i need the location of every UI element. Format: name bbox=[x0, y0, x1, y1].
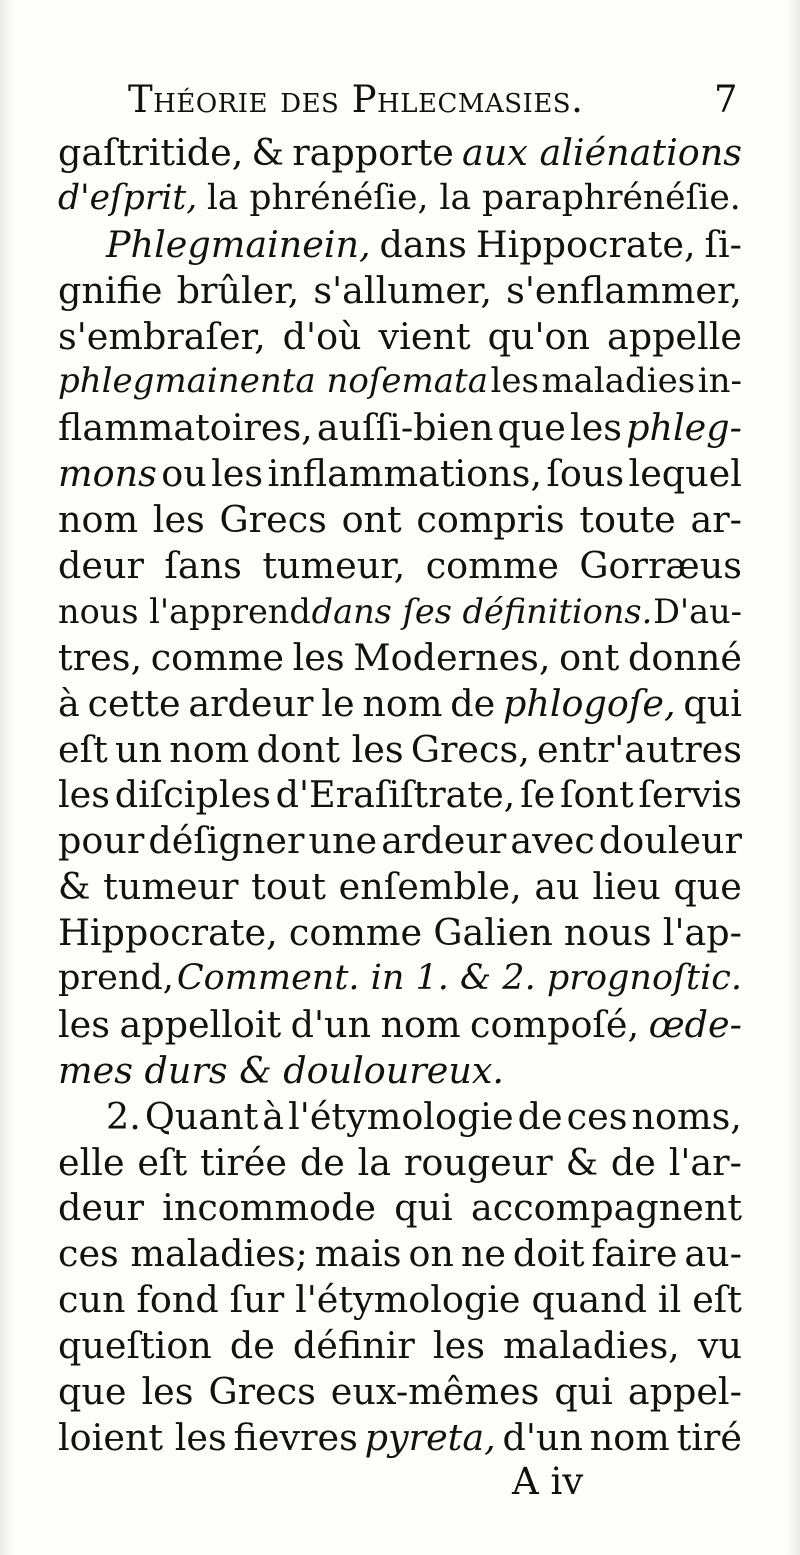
text-segment: de bbox=[517, 1094, 563, 1138]
text-segment: les bbox=[141, 1370, 194, 1414]
text-segment: les bbox=[211, 452, 264, 496]
page-edge-shadow bbox=[0, 0, 14, 1555]
text-line bbox=[58, 497, 742, 543]
italic-text: mes durs & douloureux. bbox=[58, 1048, 505, 1092]
text-segment: le bbox=[321, 681, 355, 725]
text-line bbox=[58, 635, 742, 681]
text-segment: nom bbox=[362, 681, 443, 725]
text-segment: faire bbox=[591, 1232, 678, 1276]
text-segment: ou bbox=[161, 452, 207, 496]
text-line bbox=[58, 359, 742, 405]
text-segment: nom bbox=[589, 1415, 670, 1459]
text-segment: les bbox=[58, 773, 111, 817]
page-edge-shadow bbox=[786, 0, 800, 1555]
text-segment: D'au- bbox=[653, 591, 742, 631]
text-line bbox=[58, 956, 742, 1002]
text-segment: 2. bbox=[106, 1094, 141, 1138]
text-segment: s'allumer, bbox=[313, 268, 493, 312]
text-line bbox=[58, 1369, 742, 1415]
text-segment: l'étymologie bbox=[288, 1094, 514, 1138]
text-segment: tres, bbox=[58, 635, 143, 679]
italic-text: œde- bbox=[648, 1002, 742, 1046]
text-segment: s'embraſer, bbox=[58, 314, 266, 358]
text-segment: fond bbox=[136, 1278, 219, 1322]
text-segment: compoſé, bbox=[470, 1002, 640, 1046]
text-segment: comme bbox=[288, 911, 423, 955]
text-segment: Grecs bbox=[219, 498, 327, 542]
text-segment: on bbox=[408, 1232, 454, 1276]
text-segment: Gorræus bbox=[579, 544, 742, 588]
text-segment: lequel bbox=[628, 452, 742, 496]
text-line bbox=[58, 589, 742, 635]
text-segment: les bbox=[152, 498, 205, 542]
text-segment: diſciples bbox=[114, 773, 271, 817]
text-segment: tirée bbox=[200, 1140, 287, 1184]
text-segment: donné bbox=[627, 635, 742, 679]
text-segment: incommode bbox=[162, 1186, 376, 1230]
text-segment: définir bbox=[292, 1324, 415, 1368]
text-segment: s'enflammer, bbox=[506, 268, 742, 312]
text-segment: comme bbox=[150, 635, 284, 679]
running-head-title: Théorie des Phlecmasies. bbox=[128, 78, 584, 121]
text-segment: les bbox=[292, 635, 345, 679]
page-number: 7 bbox=[713, 78, 738, 121]
text-segment: l'ap- bbox=[662, 911, 742, 955]
text-segment: à bbox=[58, 681, 80, 725]
text-line bbox=[58, 176, 742, 222]
text-segment: & bbox=[251, 131, 285, 174]
running-head bbox=[128, 78, 738, 130]
text-segment: auſſi-bien bbox=[316, 406, 494, 450]
text-segment: l'ar- bbox=[668, 1140, 742, 1184]
text-segment: enſemble, bbox=[338, 865, 522, 909]
text-line bbox=[58, 130, 742, 176]
text-segment: de bbox=[610, 1140, 656, 1184]
text-segment: compris bbox=[416, 498, 565, 542]
text-segment: mais bbox=[314, 1232, 402, 1276]
italic-text: mons bbox=[58, 452, 157, 496]
text-segment: maladies, bbox=[503, 1324, 680, 1368]
text-segment: Quant bbox=[144, 1094, 259, 1138]
text-segment: appelle bbox=[606, 314, 742, 358]
text-segment: tiré bbox=[676, 1415, 742, 1459]
text-line bbox=[58, 772, 742, 818]
text-segment: & bbox=[565, 1140, 599, 1184]
text-segment: eſt bbox=[692, 1278, 742, 1322]
text-segment: accompagnent bbox=[470, 1186, 742, 1230]
text-line bbox=[58, 1094, 742, 1140]
text-segment: in- bbox=[697, 361, 742, 402]
text-segment: au- bbox=[684, 1232, 742, 1276]
text-segment: brûler, bbox=[176, 268, 300, 312]
text-segment: qui bbox=[394, 1186, 453, 1230]
text-segment: un bbox=[114, 727, 162, 771]
text-segment: nous l'apprend bbox=[58, 591, 311, 631]
text-line bbox=[58, 1048, 742, 1094]
text-segment: l'étymologie bbox=[295, 1278, 521, 1322]
italic-text: phlegmainenta noſemata bbox=[58, 361, 488, 402]
text-segment: la bbox=[357, 1140, 392, 1184]
text-segment: fievres bbox=[233, 1415, 358, 1459]
text-segment: noms, bbox=[631, 1094, 742, 1138]
text-segment: prend, bbox=[58, 958, 174, 999]
text-segment: Grecs bbox=[208, 1370, 316, 1414]
text-line bbox=[58, 1277, 742, 1323]
text-segment: avec bbox=[510, 819, 595, 863]
text-segment: eſt bbox=[58, 727, 108, 771]
italic-text: Comment. in 1. & 2. prognoſtic. bbox=[176, 958, 742, 999]
text-segment: que bbox=[673, 865, 742, 909]
italic-text: Phlegmainein, bbox=[106, 222, 371, 266]
text-segment: ſe bbox=[520, 773, 556, 817]
text-line bbox=[58, 681, 742, 727]
text-segment: d'Eraſiſtrate, bbox=[275, 773, 516, 817]
text-line bbox=[58, 222, 742, 268]
text-segment: entr'autres bbox=[537, 727, 742, 771]
text-line bbox=[58, 268, 742, 314]
text-segment: les bbox=[490, 361, 539, 402]
italic-text: phlogoſe, bbox=[503, 681, 676, 725]
text-segment: ont bbox=[559, 635, 620, 679]
text-segment: au bbox=[534, 865, 580, 909]
text-segment: loient les bbox=[58, 1415, 227, 1459]
text-segment: déſigner bbox=[148, 819, 305, 863]
italic-text: aux aliénations bbox=[462, 131, 742, 174]
text-segment: ſervis bbox=[638, 773, 742, 817]
text-segment: cun bbox=[58, 1278, 126, 1322]
text-segment: que bbox=[58, 1370, 127, 1414]
text-segment: ardeur bbox=[188, 681, 314, 725]
text-line bbox=[58, 314, 742, 360]
text-line bbox=[58, 451, 742, 497]
text-segment: Modernes, bbox=[353, 635, 551, 679]
text-segment: elle bbox=[58, 1140, 125, 1184]
text-line bbox=[58, 727, 742, 773]
text-line bbox=[58, 405, 742, 451]
italic-text: phleg- bbox=[626, 406, 742, 450]
text-segment: Hippocrate, bbox=[475, 222, 696, 266]
text-segment: appelloit bbox=[119, 1002, 282, 1046]
text-segment: queſtion bbox=[58, 1324, 212, 1368]
text-segment: ſous bbox=[546, 452, 625, 496]
text-segment: douleur bbox=[598, 819, 742, 863]
text-segment: gaſtritide, bbox=[58, 131, 244, 174]
text-segment: nom bbox=[169, 727, 250, 771]
text-segment: de bbox=[229, 1324, 275, 1368]
text-segment: une bbox=[308, 819, 378, 863]
text-line bbox=[58, 818, 742, 864]
text-segment: ardeur bbox=[381, 819, 507, 863]
text-segment: & bbox=[58, 865, 91, 909]
text-segment: ſans bbox=[164, 544, 242, 588]
text-segment: d'où bbox=[282, 314, 362, 358]
text-segment: tumeur, bbox=[262, 544, 406, 588]
text-segment: vu bbox=[697, 1324, 742, 1368]
text-segment: ne bbox=[460, 1232, 506, 1276]
text-line bbox=[58, 1002, 742, 1048]
italic-text: d'eſprit, bbox=[58, 177, 198, 218]
text-segment: appel- bbox=[627, 1370, 742, 1414]
text-segment: à bbox=[262, 1094, 285, 1138]
text-segment: Grecs, bbox=[410, 727, 530, 771]
text-segment: gnifie bbox=[58, 268, 163, 312]
text-segment: rapporte bbox=[292, 131, 454, 174]
text-segment: qui bbox=[554, 1370, 613, 1414]
text-segment: les bbox=[570, 406, 623, 450]
text-segment: rougeur bbox=[403, 1140, 553, 1184]
text-line bbox=[58, 1415, 742, 1461]
text-segment: tumeur bbox=[103, 865, 239, 909]
text-line bbox=[58, 1140, 742, 1186]
text-segment: eſt bbox=[137, 1140, 188, 1184]
text-segment: ſi- bbox=[704, 222, 742, 266]
text-segment: de bbox=[450, 681, 496, 725]
text-segment: qui bbox=[683, 681, 742, 725]
text-segment: Galien bbox=[433, 911, 553, 955]
text-segment: deur bbox=[58, 1186, 144, 1230]
text-line bbox=[58, 910, 742, 956]
text-segment: toute bbox=[579, 498, 676, 542]
italic-text: dans ſes définitions. bbox=[311, 591, 653, 631]
text-segment: ar- bbox=[690, 498, 742, 542]
text-line bbox=[58, 864, 742, 910]
text-segment: flammatoires, bbox=[58, 406, 313, 450]
text-line bbox=[58, 1231, 742, 1277]
text-segment: d'un bbox=[290, 1002, 372, 1046]
text-segment: il bbox=[657, 1278, 682, 1322]
text-segment: d'un bbox=[502, 1415, 583, 1459]
text-line bbox=[58, 1185, 742, 1231]
text-segment: dans bbox=[379, 222, 467, 266]
text-segment: nom bbox=[58, 498, 139, 542]
text-segment: la phrénéſie, la paraphrénéſie. bbox=[206, 177, 741, 218]
text-segment: ont bbox=[341, 498, 402, 542]
text-segment: ſont bbox=[559, 773, 634, 817]
text-segment: ces bbox=[566, 1094, 628, 1138]
text-segment: nous bbox=[563, 911, 652, 955]
signature-mark: A iv bbox=[512, 1460, 584, 1503]
body-text bbox=[58, 130, 742, 1461]
text-segment: deur bbox=[58, 544, 144, 588]
italic-text: pyreta, bbox=[364, 1415, 496, 1459]
text-segment: pour bbox=[58, 819, 145, 863]
text-segment: inflammations, bbox=[267, 452, 542, 496]
text-segment: ſur bbox=[229, 1278, 285, 1322]
text-segment: lieu bbox=[592, 865, 661, 909]
text-segment: eux-mêmes bbox=[330, 1370, 540, 1414]
text-segment: les bbox=[58, 1002, 111, 1046]
text-segment: vient bbox=[378, 314, 471, 358]
text-line bbox=[58, 1323, 742, 1369]
text-segment: cette bbox=[87, 681, 181, 725]
text-segment: maladies bbox=[541, 361, 696, 402]
text-segment: ces maladies; bbox=[58, 1232, 308, 1276]
text-segment: dont les bbox=[256, 727, 404, 771]
text-line bbox=[58, 543, 742, 589]
text-segment: que bbox=[497, 406, 566, 450]
text-segment: Hippocrate, bbox=[58, 911, 278, 955]
text-segment: les bbox=[432, 1324, 485, 1368]
text-segment: doit bbox=[512, 1232, 585, 1276]
text-segment: tout bbox=[251, 865, 326, 909]
text-segment: de bbox=[299, 1140, 345, 1184]
text-segment: qu'on bbox=[487, 314, 590, 358]
text-segment: quand bbox=[531, 1278, 647, 1322]
text-segment: comme bbox=[425, 544, 559, 588]
text-segment: nom bbox=[380, 1002, 461, 1046]
